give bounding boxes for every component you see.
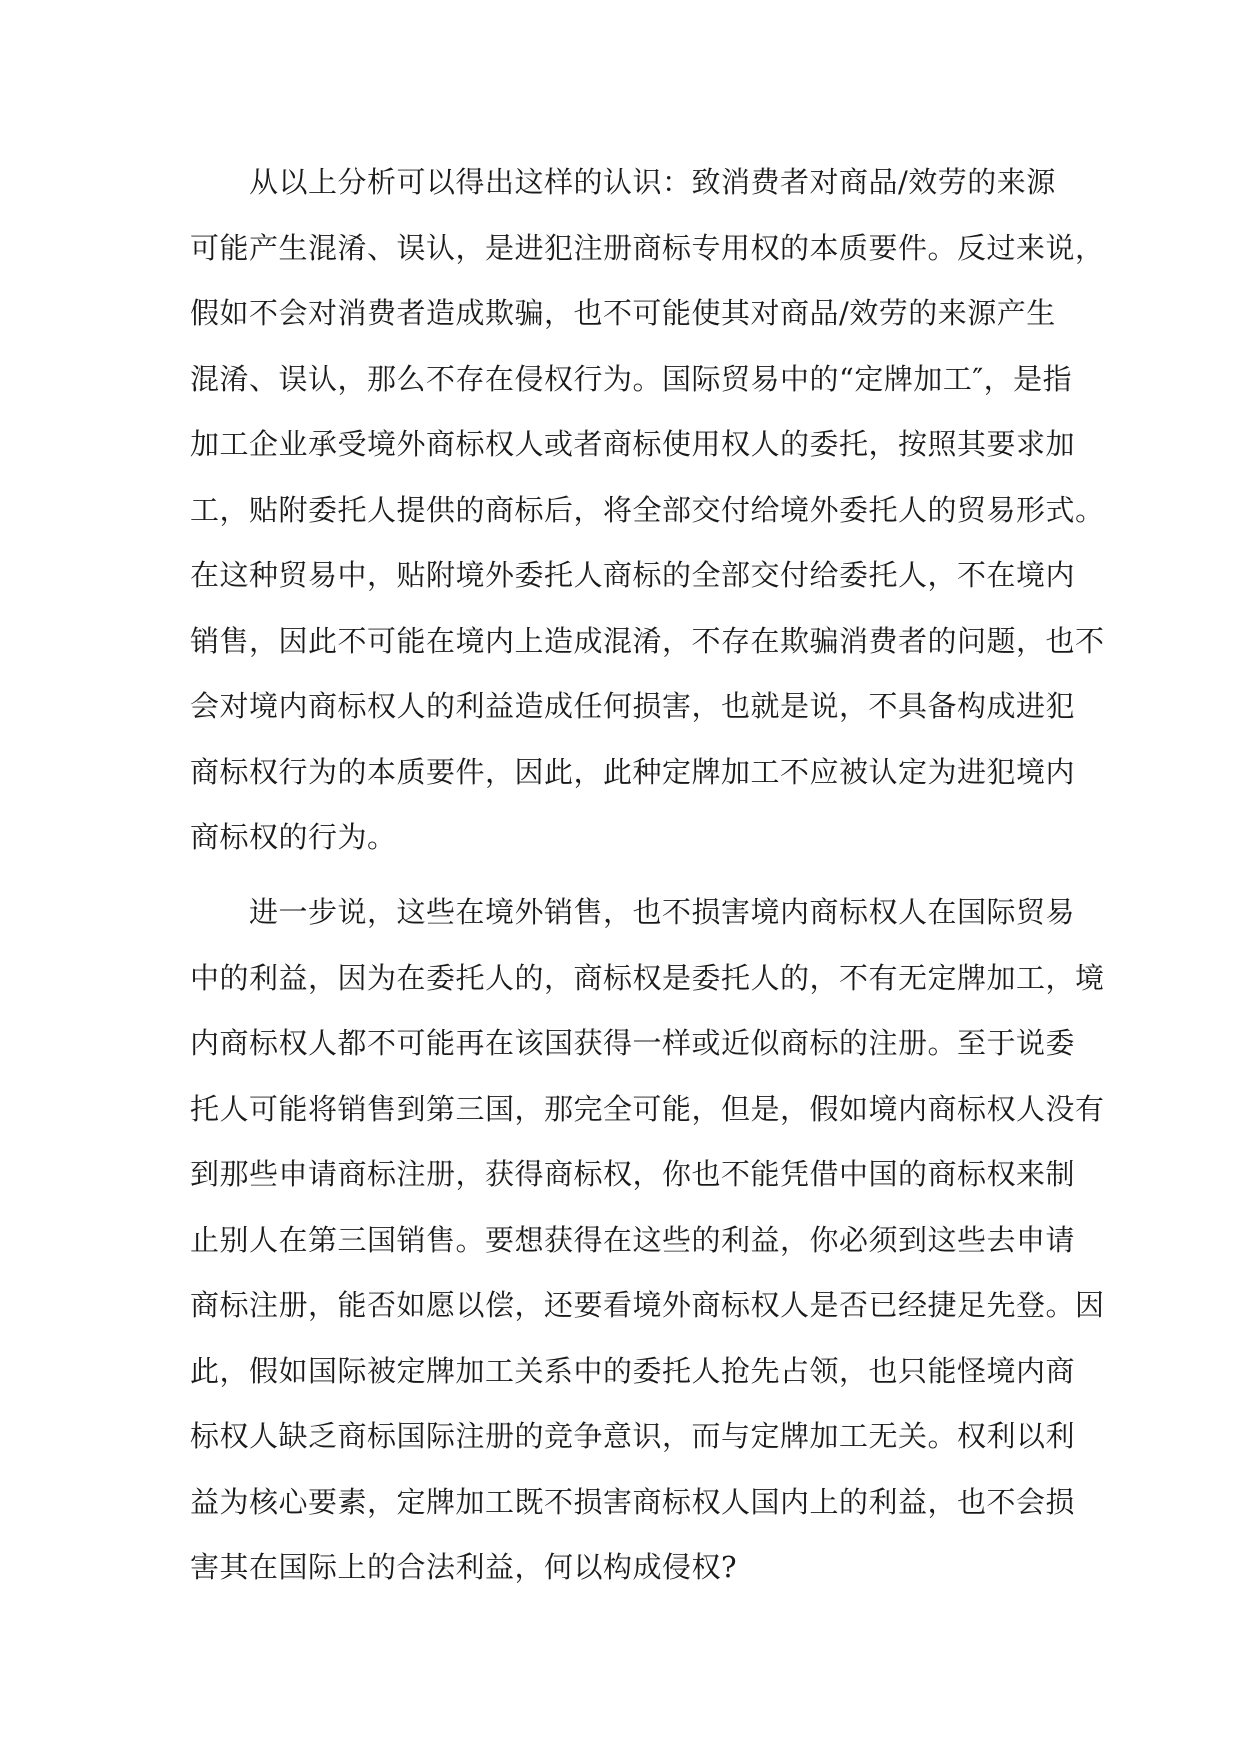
paragraph-line: 商标注册，能否如愿以偿，还要看境外商标权人是否已经捷足先登。因	[190, 1288, 1105, 1322]
paragraph-line: 中的利益，因为在委托人的，商标权是委托人的，不有无定牌加工，境	[190, 960, 1105, 995]
paragraph-line: 标权人缺乏商标国际注册的竞争意识，而与定牌加工无关。权利以利	[190, 1419, 1076, 1453]
paragraph-line: 商标权的行为。	[190, 820, 397, 854]
paragraph-line: 益为核心要素，定牌加工既不损害商标权人国内上的利益，也不会损	[190, 1484, 1076, 1519]
paragraph-line: 销售，因此不可能在境内上造成混淆，不存在欺骗消费者的问题，也不	[190, 623, 1105, 658]
paragraph-line: 害其在国际上的合法利益，何以构成侵权?	[190, 1550, 738, 1584]
paragraph-line: 此，假如国际被定牌加工关系中的委托人抢先占领，也只能怪境内商	[190, 1353, 1076, 1388]
paragraph-line: 工，贴附委托人提供的商标后，将全部交付给境外委托人的贸易形式。	[190, 492, 1105, 527]
paragraph-1	[190, 150, 1105, 871]
paragraph-line: 假如不会对消费者造成欺骗，也不可能使其对商品/效劳的来源产生	[190, 296, 1056, 330]
paragraph-line: 止别人在第三国销售。要想获得在这些的利益，你必须到这些去申请	[190, 1222, 1076, 1257]
paragraph-2	[190, 880, 1105, 1601]
paragraph-line: 加工企业承受境外商标权人或者商标使用权人的委托，按照其要求加	[190, 427, 1076, 461]
paragraph-line: 混淆、误认，那么不存在侵权行为。国际贸易中的“定牌加工″，是指	[190, 361, 1073, 396]
paragraph-line: 从以上分析可以得出这样的认识：致消费者对商品/效劳的来源	[190, 165, 1056, 199]
paragraph-line: 会对境内商标权人的利益造成任何损害，也就是说，不具备构成进犯	[190, 689, 1076, 723]
paragraph-line: 在这种贸易中，贴附境外委托人商标的全部交付给委托人，不在境内	[190, 558, 1076, 592]
paragraph-line: 内商标权人都不可能再在该国获得一样或近似商标的注册。至于说委	[190, 1026, 1076, 1060]
paragraph-line: 进一步说，这些在境外销售，也不损害境内商标权人在国际贸易	[190, 895, 1076, 929]
paragraph-line: 商标权行为的本质要件，因此，此种定牌加工不应被认定为进犯境内	[190, 754, 1076, 789]
paragraph-line: 可能产生混淆、误认，是进犯注册商标专用权的本质要件。反过来说，	[190, 230, 1105, 265]
paragraph-line: 到那些申请商标注册，获得商标权，你也不能凭借中国的商标权来制	[190, 1157, 1076, 1191]
paragraph-line: 托人可能将销售到第三国，那完全可能，但是，假如境内商标权人没有	[190, 1091, 1105, 1126]
